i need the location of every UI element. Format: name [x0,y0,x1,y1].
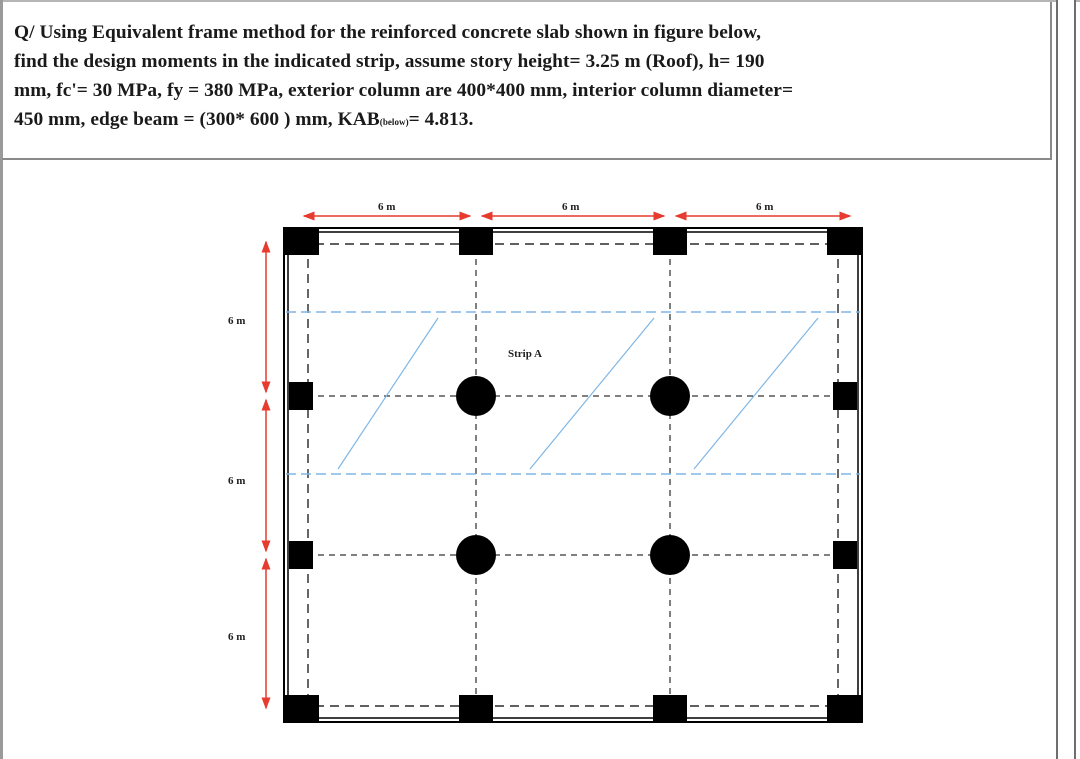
column-square [653,229,687,255]
exterior-columns [285,229,861,721]
question-line-1: Using Equivalent frame method for the reinforced concrete slab shown in figure below, [34,22,761,43]
question-line-2: find the design moments in the indicated strip, assume story height= 3.25 m (Roof), h= 190 [14,51,765,72]
column-square [833,541,857,569]
column-square [289,541,313,569]
top-span-label-2: 6 m [562,201,580,213]
question-prefix: Q/ [14,22,35,43]
interior-columns [456,376,690,575]
left-span-label-3: 6 m [228,631,246,643]
column-square [285,229,319,255]
column-square [827,229,861,255]
top-span-label-3: 6 m [756,201,774,213]
column-square [459,229,493,255]
interior-grid-lines [296,248,846,702]
column-circle [650,535,690,575]
column-square [289,382,313,410]
top-span-label-1: 6 m [378,201,396,213]
column-square [833,382,857,410]
column-square [285,695,319,721]
question-line-3: mm, fc'= 30 MPa, fy = 380 MPa, exterior column are 400*400 mm, interior column diameter= [14,80,794,101]
strip-a-hatch [338,318,818,469]
column-circle [650,376,690,416]
column-circle [456,376,496,416]
slab-outline [284,228,862,722]
strip-a-boundaries [286,312,860,474]
left-span-label-2: 6 m [228,475,246,487]
column-square [653,695,687,721]
strip-a-label: Strip A [508,348,542,360]
left-span-label-1: 6 m [228,315,246,327]
question-line-4b: = 4.813. [408,109,474,130]
question-line-4a: 450 mm, edge beam = (300* 600 ) mm, KAB [14,109,380,130]
question-line-4-subscript: (below) [379,117,409,127]
column-square [827,695,861,721]
column-circle [456,535,496,575]
column-square [459,695,493,721]
column-grid-lines [300,244,846,706]
